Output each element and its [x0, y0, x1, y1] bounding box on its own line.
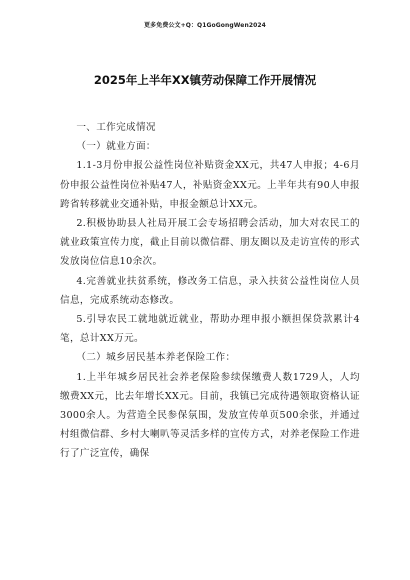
document-title: 2025年上半年XX镇劳动保障工作开展情况	[93, 73, 317, 87]
paragraph: 1.上半年城乡居民社会养老保险参续保缴费人数1729人，人均缴费XX元，比去年增长XX元。目前，我镇已完成待遇领取资格认证3000余人。为营造全民参保氛围，发放宣传单页500余张，并通过村组微信群、乡村大喇叭等灵活多样的宣传方式，对养老保险工作进行了广泛宣传，确保	[60, 371, 360, 460]
paragraph: 4.完善就业扶贫系统，修改务工信息，录入扶贫公益性岗位人员信息，完成系统动态修改。	[60, 275, 360, 306]
header-note: 更多免费公文+Q：Q1GoGongWen2024	[144, 22, 266, 29]
subsection-heading: （一）就业方面：	[76, 141, 156, 153]
paragraph: 5.引导农民工就地就近就业，帮助办理申报小额担保贷款累计4笔，总计XX万元。	[60, 314, 360, 345]
section-heading: 一、工作完成情况	[76, 122, 156, 133]
paragraph: 1.1-3月份申报公益性岗位补贴资金XX元，共47人申报；4-6月份申报公益性岗位补贴47人，补贴资金XX元。上半年共有90人申报跨省转移就业交通补贴，申报金额总计XX元。	[60, 160, 360, 210]
paragraph: 2.积极协助县人社局开展工会专场招聘会活动，加大对农民工的就业政策宣传力度，截止目前以微信群、朋友圈以及走访宣传的形式发放岗位信息10余次。	[60, 218, 360, 268]
document-body	[60, 118, 360, 464]
subsection-heading: （二）城乡居民基本养老保险工作：	[76, 352, 236, 364]
